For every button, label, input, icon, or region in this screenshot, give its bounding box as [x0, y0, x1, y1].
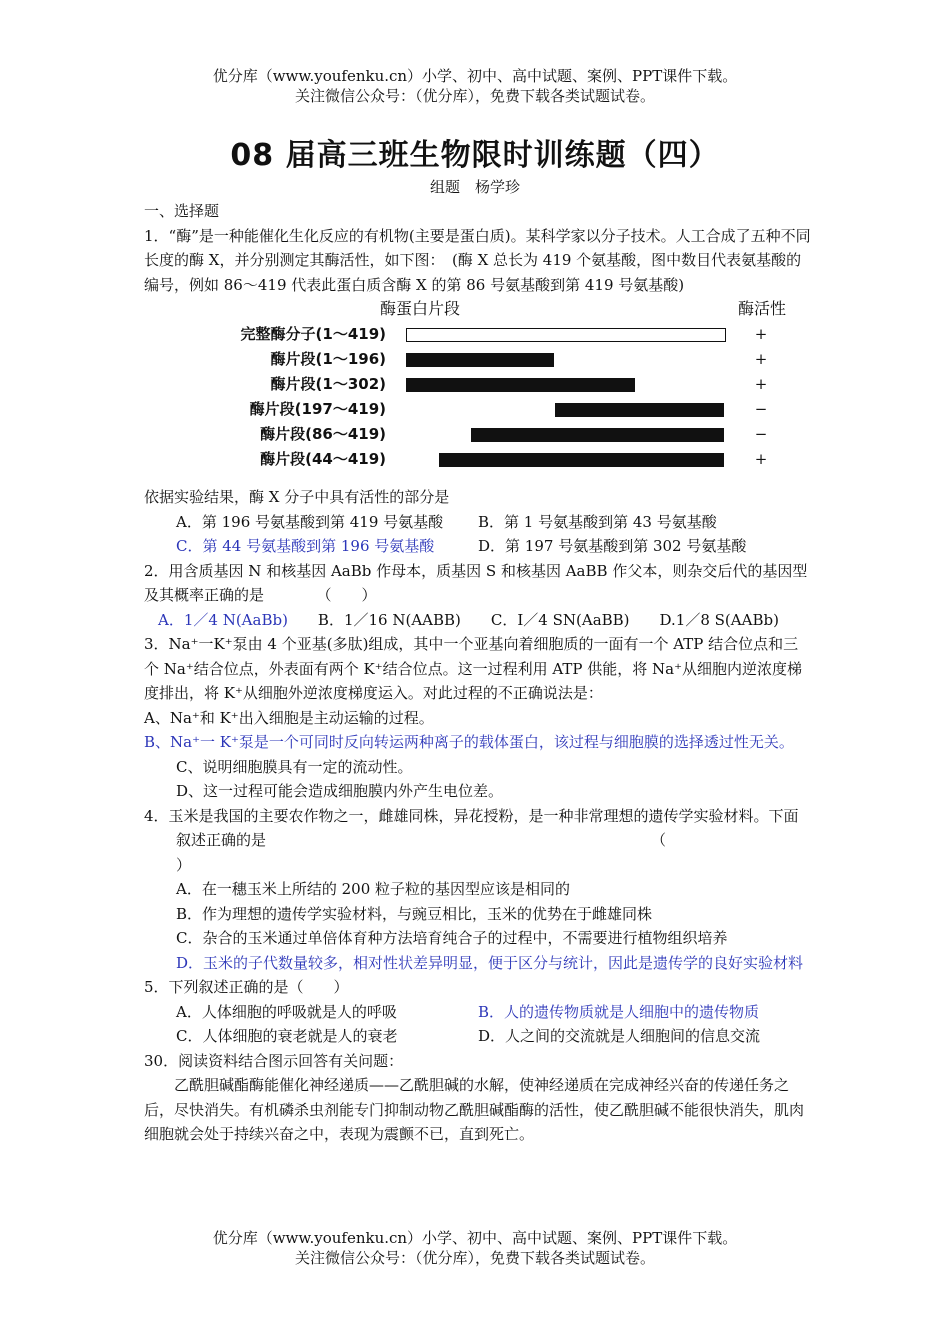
figure-row-label: 酶片段(44～419) — [260, 450, 386, 468]
figure-activity-mark: + — [754, 375, 768, 393]
header-line-1: 优分库（www.youfenku.cn）小学、初中、高中试题、案例、PPT课件下载。 — [212, 67, 738, 85]
enzyme-fragment-figure — [144, 297, 812, 485]
section-heading: 一、选择题 — [144, 202, 220, 220]
q1-option-d: D．第 197 号氨基酸到第 302 号氨基酸 — [478, 537, 747, 555]
q4-option-b: B．作为理想的遗传学实验材料，与豌豆相比，玉米的优势在于雌雄同株 — [176, 904, 653, 923]
q2-option-b: B．1／16 N(AABB) — [317, 610, 461, 629]
q2-option-a: A．1／4 N(AaBb) — [158, 610, 288, 629]
q3-stem: 3．Na⁺一K⁺泵由 4 个亚基(多肽)组成，其中一个亚基向着细胞质的一面有一个 ATP 结合位点和三个 Na⁺结合位点，外表面有两个 K⁺结合位点。这一过程利用 ATP 供能，将 Na⁺从细胞内逆浓度梯度排出，将 K⁺从细胞外逆浓度梯度运入。对此过程的不正确说法是： — [144, 635, 803, 702]
q2-stem: 2．用含质基因 N 和核基因 AaBb 作母本，质基因 S 和核基因 AaBB 作父本，则杂交后代的基因型及其概率正确的是 （ ） — [144, 561, 808, 604]
q5-option-d: D．人之间的交流就是人细胞间的信息交流 — [478, 1027, 761, 1045]
author-line: 组题 杨学珍 — [429, 178, 520, 196]
header-line-2: 关注微信公众号：（优分库），免费下载各类试题试卷。 — [294, 87, 655, 105]
figure-activity-mark: + — [754, 325, 768, 343]
figure-activity-mark: + — [754, 450, 768, 468]
question-content — [144, 199, 812, 1147]
figure-row — [144, 347, 812, 372]
footer-line-2: 关注微信公众号：（优分库），免费下载各类试题试卷。 — [294, 1249, 655, 1267]
figure-fragment-bar — [471, 428, 724, 442]
figure-fragment-bar — [555, 403, 724, 417]
q1-options-row-1 — [144, 510, 812, 535]
figure-row — [144, 422, 812, 447]
figure-activity-mark: + — [754, 350, 768, 368]
figure-row-label: 酶片段(197～419) — [249, 400, 386, 418]
figure-fragment-bar — [406, 328, 726, 342]
figure-column-activity: 酶活性 — [738, 299, 787, 318]
footer-line-1: 优分库（www.youfenku.cn）小学、初中、高中试题、案例、PPT课件下载。 — [212, 1229, 738, 1247]
q4-option-a: A．在一穗玉米上所结的 200 粒子粒的基因型应该是相同的 — [176, 880, 571, 898]
figure-row-label: 酶片段(1～196) — [270, 350, 386, 368]
q30-stem: 30．阅读资料结合图示回答有关问题： — [144, 1051, 404, 1070]
figure-row-label: 酶片段(86～419) — [260, 425, 386, 443]
figure-activity-mark: − — [754, 425, 768, 443]
q2-option-c: C．I／4 SN(AaBB) — [490, 610, 630, 629]
q4-paren-close: ） — [176, 855, 192, 874]
page-title: 08 届高三班生物限时训练题（四） — [230, 138, 720, 173]
q1-option-c: C．第 44 号氨基酸到第 196 号氨基酸 — [176, 537, 435, 555]
q5-options-row-1 — [144, 1000, 812, 1025]
figure-fragment-bar — [406, 378, 635, 392]
q3-option-c: C、说明细胞膜具有一定的流动性。 — [176, 757, 413, 776]
q3-option-d: D、这一过程可能会造成细胞膜内外产生电位差。 — [176, 782, 504, 800]
q1-option-a: A．第 196 号氨基酸到第 419 号氨基酸 — [176, 512, 444, 531]
q5-option-b: B．人的遗传物质就是人细胞中的遗传物质 — [478, 1002, 760, 1021]
q4-paren-open: （ — [651, 831, 667, 849]
q1-option-b: B．第 1 号氨基酸到第 43 号氨基酸 — [478, 512, 717, 531]
q3-option-a: A、Na⁺和 K⁺出入细胞是主动运输的过程。 — [144, 708, 434, 727]
figure-fragment-bar — [406, 353, 554, 367]
q2-option-d: D.1／8 S(AABb) — [659, 610, 779, 629]
q5-option-c: C．人体细胞的衰老就是人的衰老 — [176, 1027, 398, 1045]
figure-row — [144, 322, 812, 347]
figure-row-label: 酶片段(1～302) — [270, 375, 386, 393]
figure-row — [144, 397, 812, 422]
q30-paragraph: 乙酰胆碱酯酶能催化神经递质——乙酰胆碱的水解，使神经递质在完成神经兴奋的传递任务之后，尽快消失。有机磷杀虫剂能专门抑制动物乙酰胆碱酯酶的活性，使乙酰胆碱不能很快消失，肌肉细胞就会处于持续兴奋之中，表现为震颤不已，直到死亡。 — [144, 1076, 805, 1143]
figure-row — [144, 372, 812, 397]
q4-stem-text: 4．玉米是我国的主要农作物之一，雌雄同株，异花授粉，是一种非常理想的遗传学实验材料。下面叙述正确的是 — [144, 806, 799, 849]
q3-option-b: B、Na⁺一 K⁺泵是一个可同时反向转运两种离子的载体蛋白，该过程与细胞膜的选择透过性无关。 — [144, 733, 794, 751]
q4-option-c: C．杂合的玉米通过单倍体育种方法培育纯合子的过程中，不需要进行植物组织培养 — [176, 929, 728, 947]
q1-options-row-2 — [144, 534, 812, 559]
figure-row-label: 完整酶分子(1～419) — [240, 325, 386, 343]
q5-stem: 5．下列叙述正确的是（ ） — [144, 978, 349, 996]
figure-fragment-bar — [439, 453, 724, 467]
figure-activity-mark: − — [754, 400, 768, 418]
q4-option-d: D．玉米的子代数量较多，相对性状差异明显，便于区分与统计，因此是遗传学的良好实验材料 — [176, 953, 804, 972]
q5-option-a: A．人体细胞的呼吸就是人的呼吸 — [176, 1002, 397, 1021]
q2-options — [144, 608, 812, 633]
q5-options-row-2 — [144, 1024, 812, 1049]
figure-row — [144, 447, 812, 472]
figure-column-fragment: 酶蛋白片段 — [380, 299, 461, 318]
q4-stem — [144, 804, 812, 878]
q1-stem: 1．“酶”是一种能催化生化反应的有机物(主要是蛋白质)。某科学家以分子技术。人工合成了五种不同长度的酶 X，并分别测定其酶活性，如下图： (酶 X 总长为 419 个氨基酸，图中数目代表氨基酸的编号，例如 86～419 代表此蛋白质含酶 X 的第 86 号氨基酸到第 419 号氨基酸) — [144, 226, 811, 294]
q1-lead: 依据实验结果，酶 X 分子中具有活性的部分是 — [144, 488, 450, 506]
